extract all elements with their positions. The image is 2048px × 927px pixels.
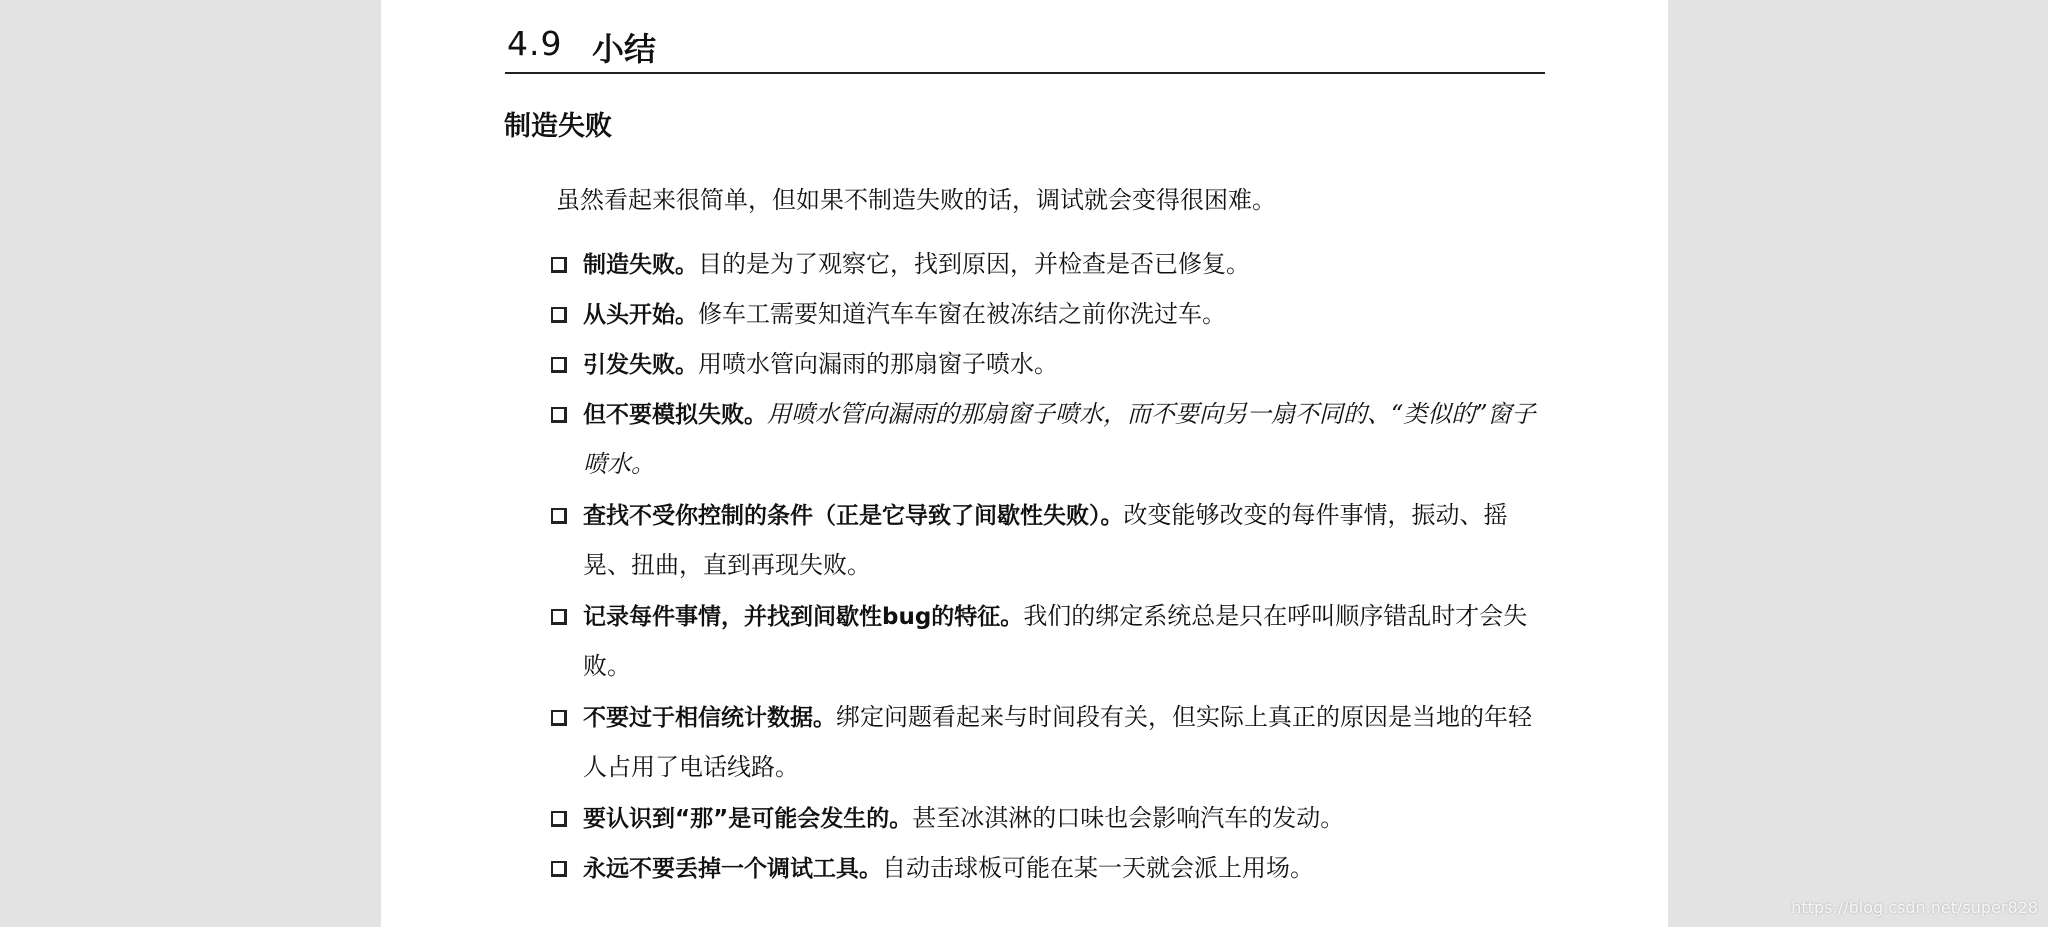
checkbox-bullet-icon — [551, 257, 567, 273]
checkbox-bullet-icon — [551, 508, 567, 524]
checkbox-bullet-icon — [551, 307, 567, 323]
section-header — [505, 24, 1545, 74]
document-page — [381, 0, 1668, 927]
watermark: https://blog.csdn.net/super828 — [1791, 898, 2038, 917]
tip-body: 自动击球板可能在某一天就会派上用场。 — [882, 854, 1314, 882]
checkbox-bullet-icon — [551, 710, 567, 726]
checkbox-bullet-icon — [551, 811, 567, 827]
tip-body: 用喷水管向漏雨的那扇窗子喷水，而不要向另一扇不同的、“类似的”窗子喷水。 — [583, 400, 1536, 478]
tip-lead: 从头开始。 — [583, 302, 698, 328]
tip-body: 绑定问题看起来与时间段有关，但实际上真正的原因是当地的年轻人占用了电话线路。 — [583, 703, 1532, 781]
list-item — [549, 240, 1549, 290]
tip-lead: 记录每件事情，并找到间歇性bug的特征。 — [583, 604, 1024, 630]
tip-lead: 不要过于相信统计数据。 — [583, 705, 836, 731]
intro-paragraph: 虽然看起来很简单，但如果不制造失败的话，调试就会变得很困难。 — [556, 186, 1276, 214]
checkbox-bullet-icon — [551, 609, 567, 625]
tip-body: 用喷水管向漏雨的那扇窗子喷水。 — [698, 350, 1058, 378]
list-item — [549, 390, 1549, 489]
tip-body: 甚至冰淇淋的口味也会影响汽车的发动。 — [912, 804, 1345, 832]
checkbox-bullet-icon — [551, 861, 567, 877]
tip-body: 修车工需要知道汽车车窗在被冻结之前你洗过车。 — [698, 300, 1226, 328]
checkbox-bullet-icon — [551, 357, 567, 373]
list-item — [549, 693, 1549, 792]
tip-lead: 制造失败。 — [583, 252, 698, 278]
tip-lead: 查找不受你控制的条件（正是它导致了间歇性失败）。 — [583, 503, 1124, 529]
tip-lead: 要认识到“那”是可能会发生的。 — [583, 806, 913, 832]
tip-body: 我们的绑定系统总是只在呼叫顺序错乱时才会失败。 — [583, 602, 1528, 680]
list-item — [549, 340, 1549, 390]
tip-lead: 但不要模拟失败。 — [583, 402, 767, 428]
section-title: 小结 — [592, 30, 657, 68]
list-item — [549, 592, 1549, 691]
list-item — [549, 794, 1549, 844]
checkbox-bullet-icon — [551, 407, 567, 423]
section-number: 4.9 — [507, 24, 563, 63]
tip-body: 目的是为了观察它，找到原因，并检查是否已修复。 — [698, 250, 1250, 278]
list-item — [549, 491, 1549, 590]
list-item — [549, 290, 1549, 340]
tip-lead: 引发失败。 — [583, 352, 698, 378]
list-item — [549, 844, 1549, 894]
tips-list — [549, 240, 1549, 894]
subheading: 制造失败 — [504, 111, 612, 142]
tip-lead: 永远不要丢掉一个调试工具。 — [583, 856, 882, 882]
tip-body: 改变能够改变的每件事情，振动、摇晃、扭曲，直到再现失败。 — [583, 501, 1508, 579]
